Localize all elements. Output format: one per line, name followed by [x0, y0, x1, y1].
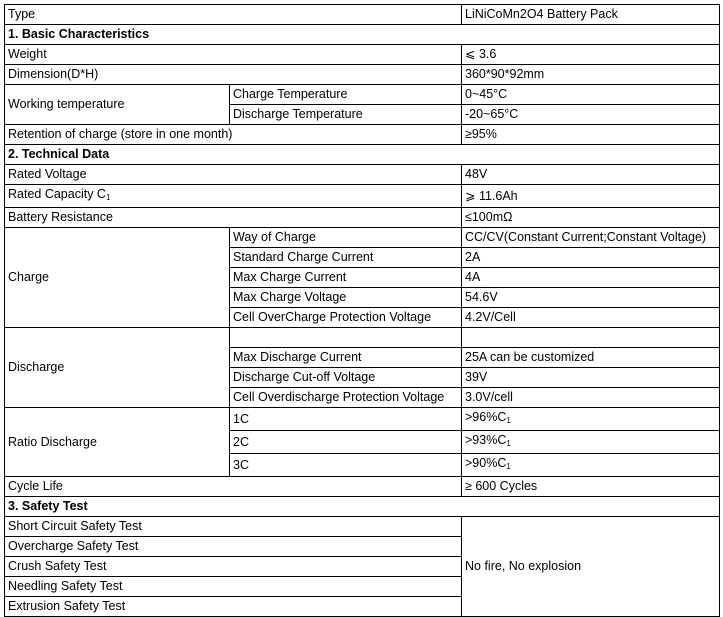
discharge-param-label: Discharge Cut-off Voltage	[230, 368, 462, 388]
safety-test-label: Crush Safety Test	[5, 557, 462, 577]
ratio-rate-label: 1C	[230, 408, 462, 431]
charge-param-label: Max Charge Current	[230, 268, 462, 288]
safety-test-label: Overcharge Safety Test	[5, 537, 462, 557]
table-row	[5, 517, 720, 537]
table-row	[5, 85, 720, 105]
type-value: LiNiCoMn2O4 Battery Pack	[462, 5, 720, 25]
discharge-temp-label: Discharge Temperature	[230, 105, 462, 125]
safety-test-label: Extrusion Safety Test	[5, 597, 462, 617]
discharge-param-label: Max Discharge Current	[230, 348, 462, 368]
weight-label: Weight	[5, 45, 462, 65]
rated-capacity-label	[5, 185, 462, 208]
charge-param-value: 4.2V/Cell	[462, 308, 720, 328]
resistance-label: Battery Resistance	[5, 208, 462, 228]
section-row	[5, 145, 720, 165]
discharge-param-value: 25A can be customized	[462, 348, 720, 368]
discharge-param-value: 39V	[462, 368, 720, 388]
safety-result-value: No fire, No explosion	[462, 517, 720, 617]
rated-voltage-label: Rated Voltage	[5, 165, 462, 185]
section-row	[5, 25, 720, 45]
ratio-value-text: >90%C	[465, 456, 507, 470]
charge-param-value: 2A	[462, 248, 720, 268]
rated-capacity-text: Rated Capacity C	[8, 187, 106, 201]
discharge-param-label	[230, 328, 462, 348]
table-row	[5, 165, 720, 185]
section-technical-title: 2. Technical Data	[5, 145, 720, 165]
ratio-value-subscript: 1	[506, 439, 511, 448]
ratio-value-subscript: 1	[506, 416, 511, 425]
charge-param-label: Standard Charge Current	[230, 248, 462, 268]
section-row	[5, 497, 720, 517]
charge-group-label: Charge	[5, 228, 230, 328]
charge-temp-value: 0~45°C	[462, 85, 720, 105]
charge-temp-label: Charge Temperature	[230, 85, 462, 105]
safety-test-label: Needling Safety Test	[5, 577, 462, 597]
ratio-rate-value	[462, 454, 720, 477]
rated-capacity-value: ⩾ 11.6Ah	[462, 185, 720, 208]
weight-value: ⩽ 3.6	[462, 45, 720, 65]
battery-spec-table	[4, 4, 720, 617]
section-basic-title: 1. Basic Characteristics	[5, 25, 720, 45]
table-row	[5, 408, 720, 431]
cycle-life-value: ≥ 600 Cycles	[462, 477, 720, 497]
table-row	[5, 477, 720, 497]
retention-label: Retention of charge (store in one month)	[5, 125, 462, 145]
charge-param-value: 54.6V	[462, 288, 720, 308]
discharge-param-value	[462, 328, 720, 348]
resistance-value: ≤100mΩ	[462, 208, 720, 228]
ratio-rate-value	[462, 431, 720, 454]
table-row	[5, 65, 720, 85]
charge-param-value: CC/CV(Constant Current;Constant Voltage)	[462, 228, 720, 248]
dimension-value: 360*90*92mm	[462, 65, 720, 85]
ratio-rate-label: 3C	[230, 454, 462, 477]
safety-test-label: Short Circuit Safety Test	[5, 517, 462, 537]
ratio-value-text: >93%C	[465, 433, 507, 447]
charge-param-value: 4A	[462, 268, 720, 288]
ratio-rate-label: 2C	[230, 431, 462, 454]
ratio-rate-value	[462, 408, 720, 431]
retention-value: ≥95%	[462, 125, 720, 145]
ratio-group-label: Ratio Discharge	[5, 408, 230, 477]
type-label: Type	[5, 5, 462, 25]
table-row	[5, 228, 720, 248]
table-row	[5, 208, 720, 228]
rated-voltage-value: 48V	[462, 165, 720, 185]
working-temp-label: Working temperature	[5, 85, 230, 125]
table-row	[5, 328, 720, 348]
discharge-param-label: Cell Overdischarge Protection Voltage	[230, 388, 462, 408]
charge-param-label: Max Charge Voltage	[230, 288, 462, 308]
table-row	[5, 185, 720, 208]
rated-capacity-subscript: 1	[105, 193, 111, 202]
discharge-param-value: 3.0V/cell	[462, 388, 720, 408]
table-row	[5, 125, 720, 145]
dimension-label: Dimension(D*H)	[5, 65, 462, 85]
ratio-value-subscript: 1	[506, 462, 511, 471]
cycle-life-label: Cycle Life	[5, 477, 462, 497]
discharge-temp-value: -20~65°C	[462, 105, 720, 125]
table-row	[5, 45, 720, 65]
section-safety-title: 3. Safety Test	[5, 497, 720, 517]
ratio-value-text: >96%C	[465, 410, 507, 424]
table-row	[5, 5, 720, 25]
charge-param-label: Cell OverCharge Protection Voltage	[230, 308, 462, 328]
discharge-group-label: Discharge	[5, 328, 230, 408]
charge-param-label: Way of Charge	[230, 228, 462, 248]
